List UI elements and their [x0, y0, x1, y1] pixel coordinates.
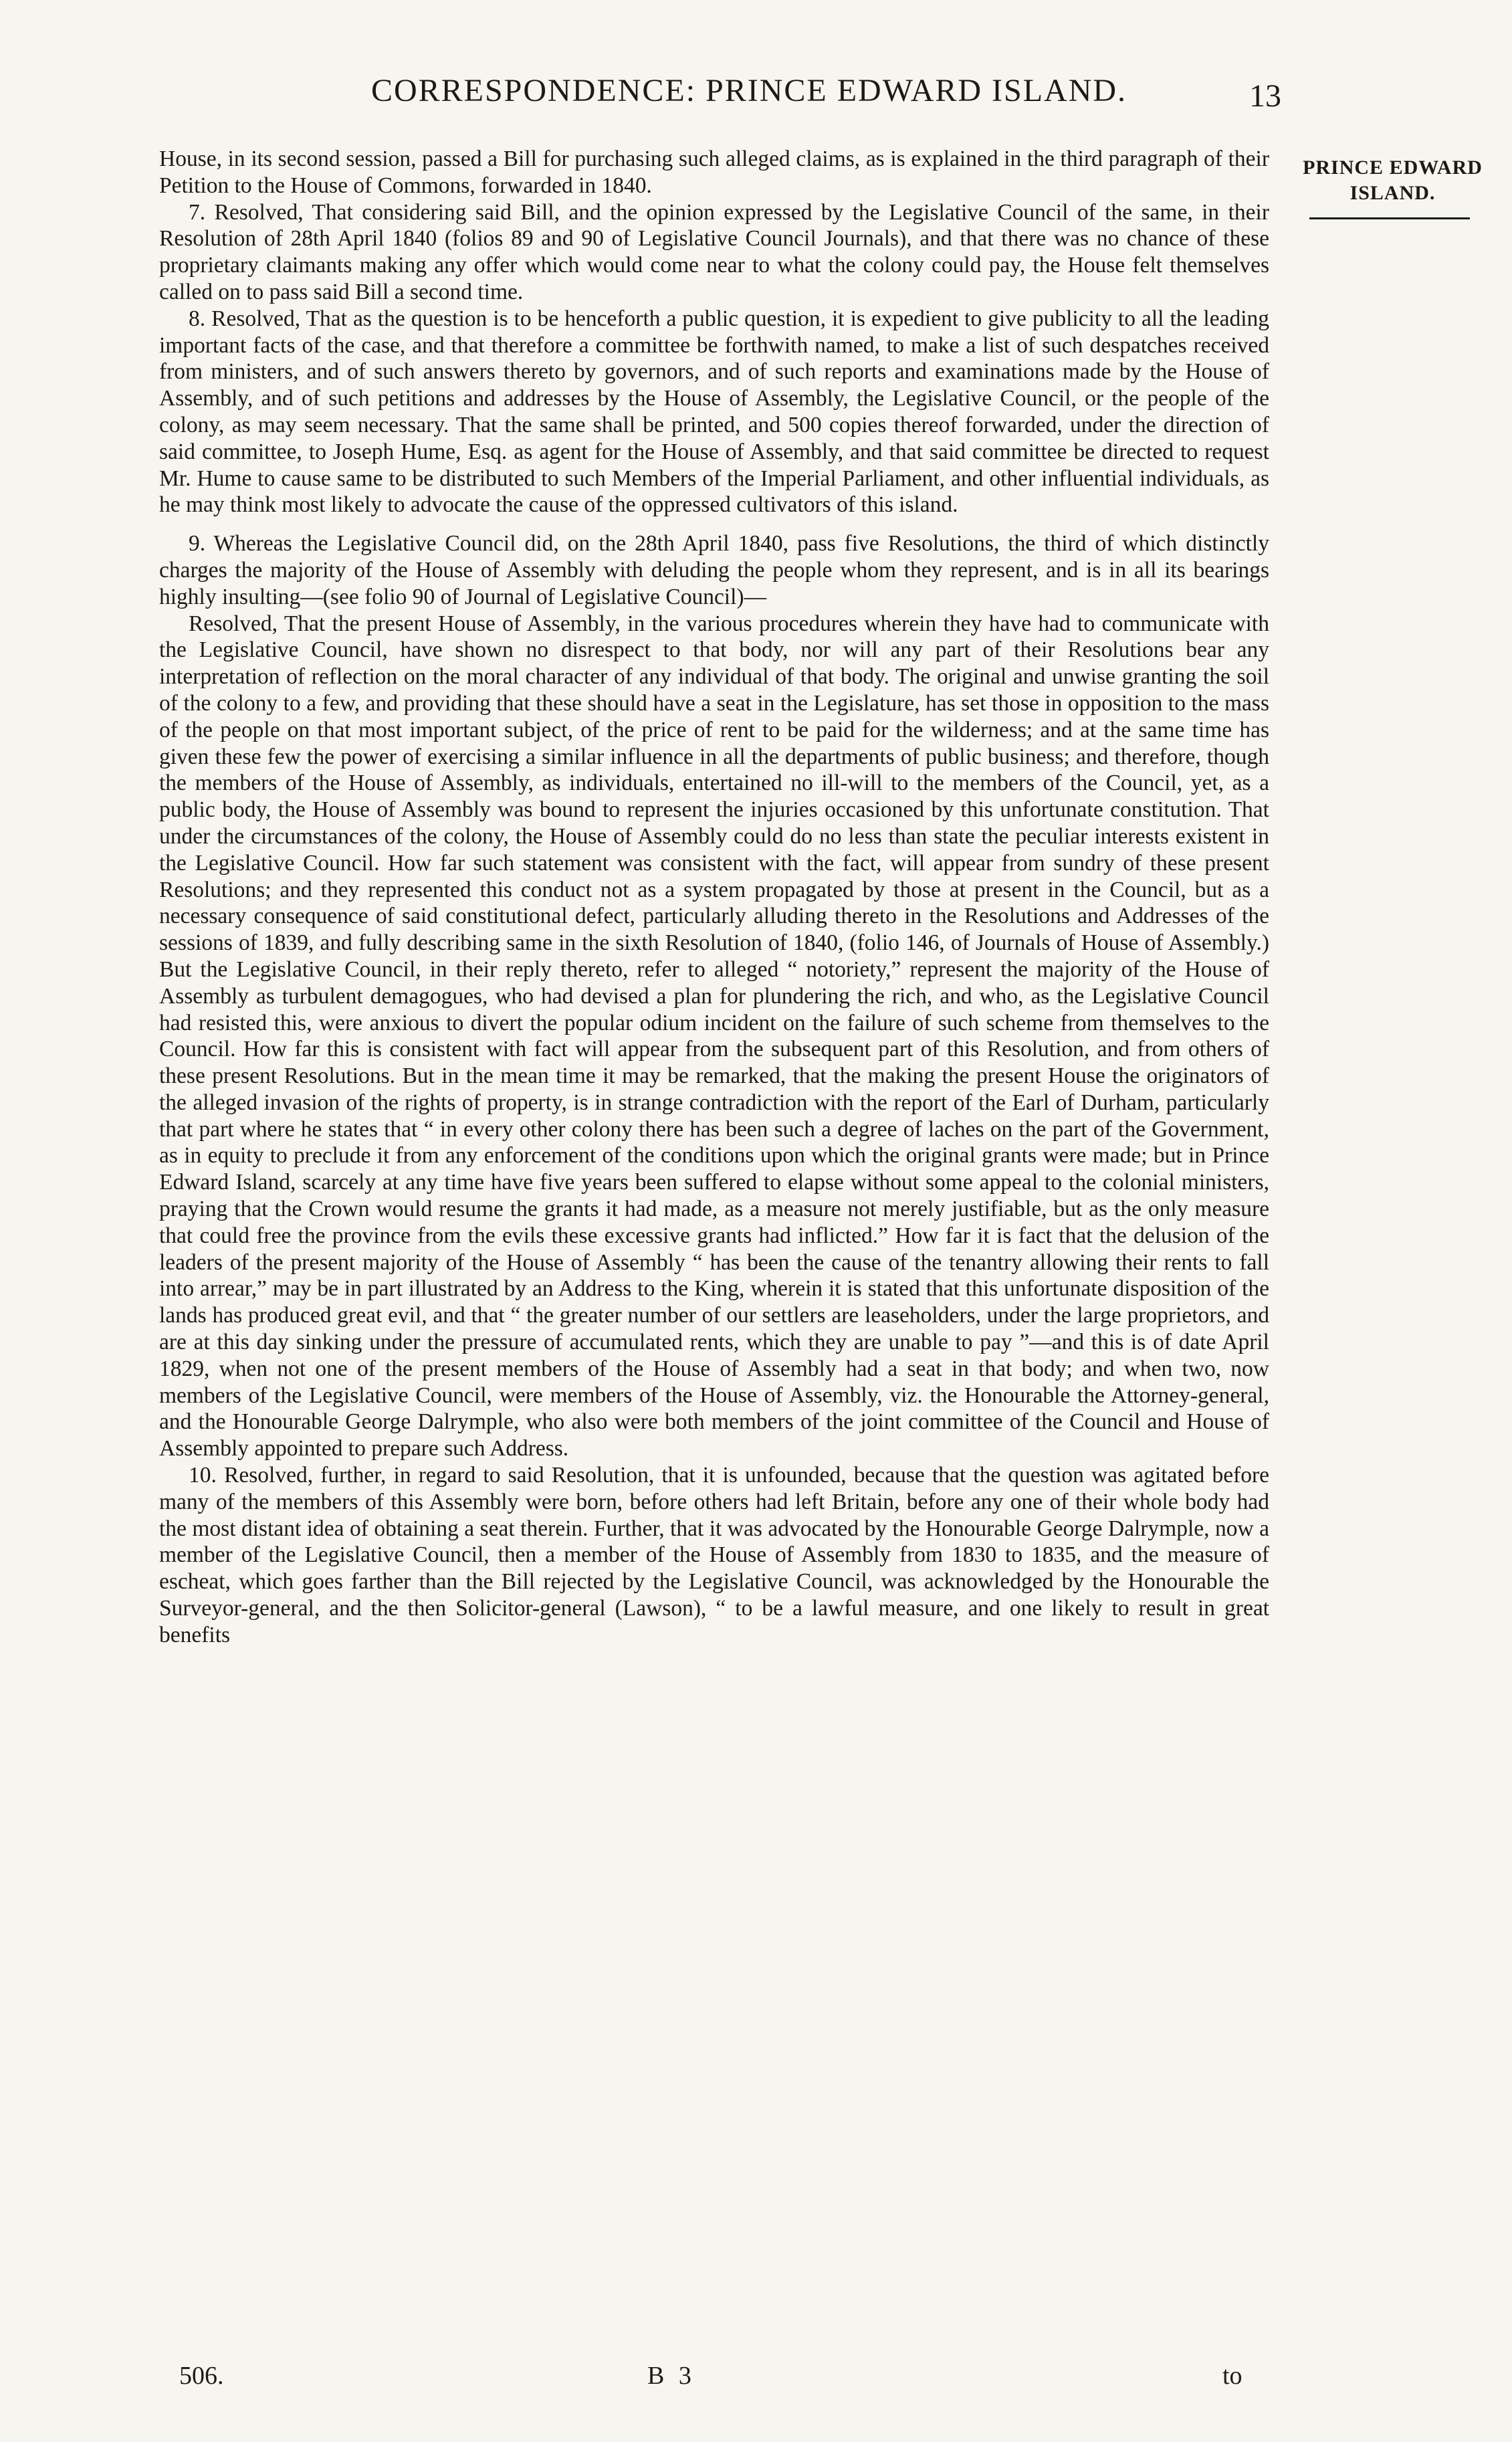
resolution-10: 10. Resolved, further, in regard to said Resolution, that it is unfounded, because that the question was agitated before many of the members of this Assembly were born, before others had left Britain, before any one of their whole body had the most distant idea of obtaining a seat therein. Further, that it was advocated by the Honourable George Dalrymple, now a member of the Legislative Council, then a member of the House of Assembly from 1830 to 1835, and the measure of escheat, which goes farther than the Bill rejected by the Legislative Council, was acknowledged by the Honourable the Surveyor-general, and the then Solicitor-general (Lawson), “ to be a lawful measure, and one likely to result in great benefits	[159, 1463, 1269, 1647]
paragraph-continuation: House, in its second session, passed a Bill for purchasing such alleged claims, as is explained in the third paragraph of their Petition to the House of Commons, forwarded in 1840.	[159, 146, 1269, 198]
resolution-8: 8. Resolved, That as the question is to be henceforth a public question, it is expedient to give publicity to all the leading important facts of the case, and that therefore a committee be forthwith named, to make a list of such despatches received from ministers, and of such answers thereto by governors, and of such reports and examinations made by the House of Assembly, and of such petitions and addresses by the House of Assembly, the Legislative Council, or the people of the colony, as may seem necessary. That the same shall be printed, and 500 copies thereof forwarded, under the direction of said committee, to Joseph Hume, Esq. as agent for the House of Assembly, and that said committee be directed to request Mr. Hume to cause same to be distributed to such Members of the Imperial Parliament, and other influential individuals, as he may think most likely to advocate the cause of the oppressed cultivators of this island.	[159, 306, 1269, 518]
running-header	[0, 72, 1512, 126]
resolution-9-preamble: 9. Whereas the Legislative Council did, on the 28th April 1840, pass five Resolutions, the third of which distinctly charges the majority of the House of Assembly with deluding the people whom they represent, and is in all its bearings highly insulting—(see folio 90 of Journal of Legislative Council)—	[159, 531, 1269, 609]
margin-rule	[1309, 217, 1470, 219]
signature-mark: B 3	[647, 2362, 695, 2390]
margin-heading-line-1: PRINCE EDWARD	[1303, 157, 1483, 179]
margin-heading-line-2: ISLAND.	[1349, 182, 1436, 204]
page-title: CORRESPONDENCE: PRINCE EDWARD ISLAND.	[370, 73, 1127, 108]
resolution-9-body: Resolved, That the present House of Assembly, in the various procedures wherein they have had to communicate with the Legislative Council, have shown no disrespect to that body, nor will any part of their Resolutions bear any interpretation of reflection on the moral character of any individual of that body. The original and unwise granting the soil of the colony to a few, and providing that these should have a seat in the Legislature, has set those in opposition to the mass of the people on that most important subject, of the price of rent to be paid for the wilderness; and at the same time has given these few the power of exercising a similar influence in all the departments of public business; and therefore, though the members of the House of Assembly, as individuals, entertained no ill-will to the members of the Council, yet, as a public body, the House of Assembly was bound to represent the injuries occasioned by this unfortunate constitution. That under the circumstances of the colony, the House of Assembly could do no less than state the peculiar interests existent in the Legislative Council. How far such statement was consistent with the fact, will appear from sundry of these present Resolutions; and they represented this conduct not as a system propagated by those at present in the Council, but as a necessary consequence of said constitutional defect, particularly alluding thereto in the Resolutions and Addresses of the sessions of 1839, and fully describing same in the sixth Resolution of 1840, (folio 146, of Journals of House of Assembly.) But the Legislative Council, in their reply thereto, refer to alleged “ notoriety,” represent the majority of the House of Assembly as turbulent demagogues, who had devised a plan for plundering the rich, and who, as the Legislative Council had resisted this, were anxious to divert the popular odium incident on the failure of such scheme from themselves to the Council. How far this is consistent with fact will appear from the subsequent part of this Resolution, and from others of these present Resolutions. But in the mean time it may be remarked, that the making the present House the originators of the alleged invasion of the rights of property, is in strange contradiction with the report of the Earl of Durham, particularly that part where he states that “ in every other colony there has been such a degree of laches on the part of the Government, as in equity to preclude it from any enforcement of the conditions upon which the original grants were made; but in Prince Edward Island, scarcely at any time have five years been suffered to elapse without some appeal to the colonial ministers, praying that the Crown would resume the grants it had made, as a measure not merely justifiable, but as the only measure that could free the province from the evils these excessive grants had inflicted.” How far it is fact that the delusion of the leaders of the present majority of the House of Assembly “ has been the cause of the tenantry allowing their rents to fall into arrear,” may be in part illustrated by an Address to the King, wherein it is stated that this unfortunate disposition of the lands has produced great evil, and that “ the greater number of our settlers are leaseholders, under the large proprietors, and are at this day sinking under the pressure of accumulated rents, which they are unable to pay ”—and this is of date April 1829, when not one of the present members of the House of Assembly had a seat in that body; and when two, now members of the Legislative Council, were members of the House of Assembly, viz. the Honourable the Attorney-general, and the Honourable George Dalrymple, who also were both members of the joint committee of the Council and House of Assembly appointed to prepare such Address.	[159, 611, 1269, 1461]
body-text	[159, 146, 1269, 1649]
margin-heading	[1294, 155, 1491, 206]
page-footer	[0, 2361, 1512, 2401]
catchword: to	[1222, 2362, 1243, 2390]
resolution-7: 7. Resolved, That considering said Bill, and the opinion expressed by the Legislative Council of the same, in their Resolution of 28th April 1840 (folios 89 and 90 of Legislative Council Journals), and that there was no chance of these proprietary claimants making any offer which would come near to what the colony could pay, the House felt themselves called on to pass said Bill a second time.	[159, 199, 1269, 304]
footer-number: 506.	[179, 2362, 224, 2390]
page-number: 13	[1249, 78, 1281, 114]
